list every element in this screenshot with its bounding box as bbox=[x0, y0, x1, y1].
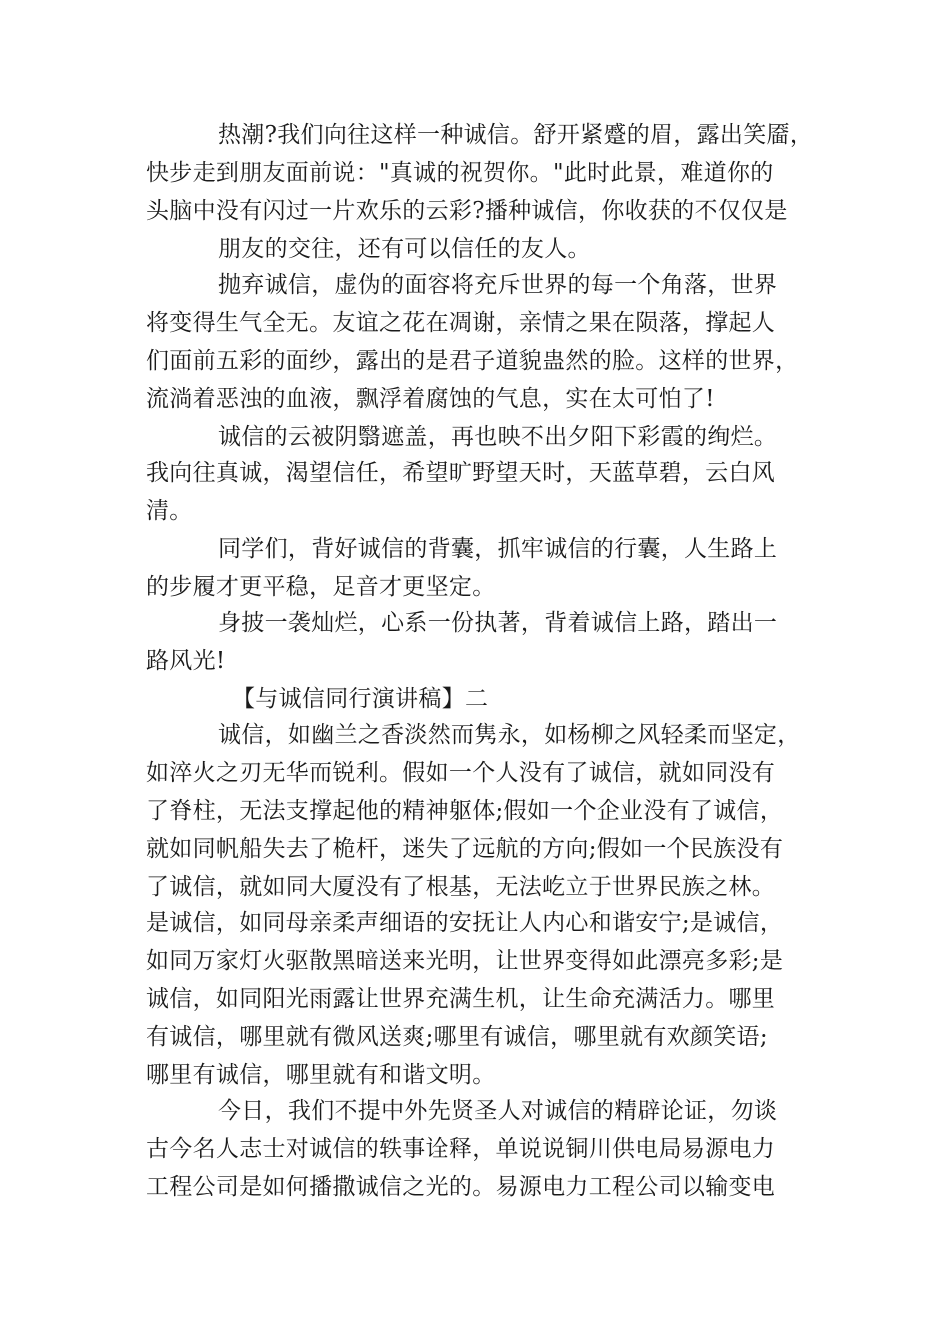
text-line: 们面前五彩的面纱，露出的是君子道貌蛊然的脸。这样的世界， bbox=[146, 348, 799, 374]
text-line: 抛弃诚信，虚伪的面容将充斥世界的每一个角落，世界 bbox=[218, 272, 778, 298]
text-line: 朋友的交往，还有可以信任的友人。 bbox=[218, 236, 591, 262]
text-line: 清。 bbox=[146, 498, 193, 524]
text-line: 的步履才更平稳，足音才更坚定。 bbox=[146, 574, 496, 600]
text-line: 了诚信，就如同大厦没有了根基，无法屹立于世界民族之林。 bbox=[146, 874, 776, 900]
text-line: 诚信，如同阳光雨露让世界充满生机，让生命充满活力。哪里 bbox=[146, 986, 776, 1012]
section-heading: 【与诚信同行演讲稿】二 bbox=[232, 686, 489, 712]
text-line: 有诚信，哪里就有微风送爽;哪里有诚信，哪里就有欢颜笑语; bbox=[146, 1024, 768, 1050]
text-line: 哪里有诚信，哪里就有和谐文明。 bbox=[146, 1062, 496, 1088]
text-line: 头脑中没有闪过一片欢乐的云彩?播种诚信，你收获的不仅仅是 bbox=[146, 198, 788, 224]
text-line: 如同万家灯火驱散黑暗送来光明，让世界变得如此漂亮多彩;是 bbox=[146, 948, 784, 974]
text-line: 古今名人志士对诚信的轶事诠释，单说说铜川供电局易源电力 bbox=[146, 1136, 776, 1162]
text-line: 诚信的云被阴翳遮盖，再也映不出夕阳下彩霞的绚烂。 bbox=[218, 424, 778, 450]
text-line: 诚信，如幽兰之香淡然而隽永，如杨柳之风轻柔而坚定， bbox=[218, 722, 801, 748]
text-line: 是诚信，如同母亲柔声细语的安抚让人内心和谐安宁;是诚信， bbox=[146, 910, 784, 936]
text-line: 同学们，背好诚信的背囊，抓牢诚信的行囊，人生路上 bbox=[218, 536, 778, 562]
text-line: 如淬火之刃无华而锐利。假如一个人没有了诚信，就如同没有 bbox=[146, 760, 776, 786]
text-line: 将变得生气全无。友谊之花在凋谢，亲情之果在陨落，撑起人 bbox=[146, 310, 776, 336]
text-line: 流淌着恶浊的血液，飘浮着腐蚀的气息，实在太可怕了! bbox=[146, 386, 715, 412]
text-line: 了脊柱，无法支撑起他的精神躯体;假如一个企业没有了诚信， bbox=[146, 798, 784, 824]
text-line: 快步走到朋友面前说："真诚的祝贺你。"此时此景，难道你的 bbox=[146, 160, 774, 186]
text-line: 就如同帆船失去了桅杆，迷失了远航的方向;假如一个民族没有 bbox=[146, 836, 784, 862]
text-line: 我向往真诚，渴望信任，希望旷野望天时，天蓝草碧，云白风 bbox=[146, 460, 776, 486]
text-line: 今日，我们不提中外先贤圣人对诚信的精辟论证，勿谈 bbox=[218, 1098, 778, 1124]
text-line: 工程公司是如何播撒诚信之光的。易源电力工程公司以输变电 bbox=[146, 1174, 776, 1200]
text-line: 身披一袭灿烂，心系一份执著，背着诚信上路，踏出一 bbox=[218, 610, 778, 636]
text-line: 路风光! bbox=[146, 648, 226, 674]
text-line: 热潮?我们向往这样一种诚信。舒开紧蹙的眉，露出笑靥， bbox=[218, 122, 814, 148]
